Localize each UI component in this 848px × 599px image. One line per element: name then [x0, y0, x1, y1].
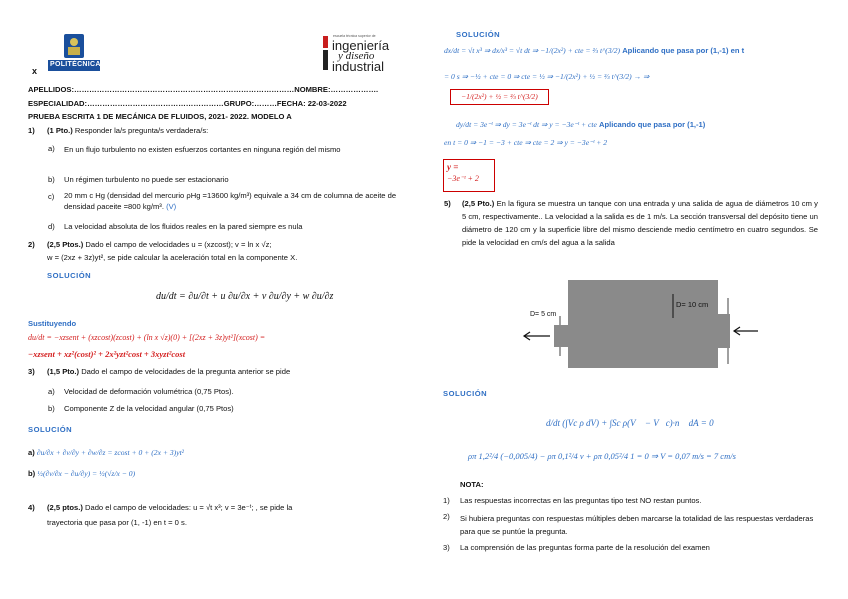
mark-x: x: [32, 66, 38, 76]
q4-sol-line4: en t = 0 ⇒ −1 = −3 + cte ⇒ cte = 2 ⇒ y = −3e⁻ᵗ + 2: [444, 138, 608, 147]
q1-c-letter: c): [48, 192, 55, 201]
q5-solucion: SOLUCIÓN: [443, 389, 488, 398]
q3-num: 3): [28, 367, 35, 376]
q1-a-letter: a): [48, 144, 55, 153]
upm-logo-icon: [46, 32, 102, 76]
q4-text2: trayectoria que pasa por (1, -1) en t = 0 s.: [47, 518, 187, 527]
q2-line1: [47, 240, 272, 250]
q3-b-text: Componente Z de la velocidad angular (0,75 Ptos): [64, 404, 234, 413]
q1-pts: (1 Pto.): [47, 126, 73, 135]
q3-sol-b-eq: ½(∂v/∂x − ∂u/∂y) = ½(√z/x − 0): [37, 469, 136, 478]
q5-eq1: d/dt (∫Vc ρ dV) + ∫Sc ρ(V⃗ − V⃗c)·n⃗ dA = 0: [546, 418, 714, 428]
q3-a-letter: a): [48, 387, 55, 396]
q2-pts: (2,5 Ptos.): [47, 240, 84, 249]
q4-sol-box2-l2: −3e⁻ᵗ + 2: [447, 174, 479, 183]
q4-sol-line1-tail: Aplicando que pasa por (1,-1) en t: [622, 46, 745, 55]
nota-1-num: 1): [443, 496, 450, 505]
q1-d-letter: d): [48, 222, 55, 231]
q4-sol-box1: −1/(2x²) + ½ = ⅔ t^(3/2): [450, 89, 549, 105]
q1-c-body: 20 mm c Hg (densidad del mercurio ρHg =13600 kg/m³) equivale a 34 cm de columna de aceite de densidad ρaceite =800 kg/m³.: [64, 191, 397, 211]
nota-3-num: 3): [443, 543, 450, 552]
q1-text: Responder la/s pregunta/s verdadera/s:: [74, 126, 209, 135]
q3-sol-a-eq: ∂u/∂x + ∂v/∂y + ∂w/∂z = zcost + 0 + (2x + 3)yt²: [36, 448, 184, 457]
q4-sol-line3: [456, 120, 705, 130]
q4-sol-line3-tail: Aplicando que pasa por (1,-1): [598, 120, 706, 129]
q4-num: 4): [28, 503, 35, 512]
q1-b-text: Un régimen turbulento no puede ser estacionario: [64, 175, 229, 184]
q1-d-text: La velocidad absoluta de los fluidos reales en la pared siempre es nula: [64, 222, 303, 231]
q2-text2: w = (2xz + 3z)yt², se pide calcular la aceleración total en la componente X.: [47, 253, 298, 262]
q1-a-text: En un flujo turbulento no existen esfuerzos cortantes en ninguna región del mismo: [64, 145, 341, 154]
q2-sub1: du/dt = −xzsent + (xzcost)(zcost) + (ln x √z)(0) + [(2xz + 3z)yt²](xcost) =: [28, 333, 266, 342]
q2-num: 2): [28, 240, 35, 249]
q5-text: En la figura se muestra un tanque con una entrada y una salida de agua de diámetros 10 cm y 5 cm, respectivamente.. La velocidad a la salida es de 1 m/s. La sección transversal del depósito tiene un diámetro de 120 cm y la superficie libre del mismo desciende medio centímetro en cuatro segundos. Se pide la velocidad en cm/s del agua a la salida: [462, 199, 818, 247]
etsidi-l1: ingeniería: [332, 38, 390, 53]
q5-label-d10: D= 10 cm: [676, 300, 709, 309]
q1-header: [47, 126, 208, 136]
q3-header: [47, 367, 290, 377]
etsidi-logo-icon: [322, 34, 330, 72]
q1-c-text: [64, 190, 409, 212]
q3-sol-b: [28, 469, 135, 479]
q4-sol-line1: [444, 46, 744, 56]
q2-sub2: −xzsent + xz²(cost)² + 2x²yzt²cost + 3xyzt²cost: [28, 349, 186, 359]
tank-inlet-pipe: [718, 314, 730, 348]
q1-num: 1): [28, 126, 35, 135]
q2-eq: du/dt = ∂u/∂t + u ∂u/∂x + v ∂u/∂y + w ∂u/∂z: [156, 291, 334, 302]
q2-text1: Dado el campo de velocidades u = (xzcost); v = ln x √z;: [85, 240, 272, 249]
tank-figure: [520, 280, 760, 380]
q1-b-letter: b): [48, 175, 55, 184]
nota-2-num: 2): [443, 512, 450, 521]
q3-pts: (1,5 Pto.): [47, 367, 80, 376]
prueba-title: PRUEBA ESCRITA 1 DE MECÁNICA DE FLUIDOS, 2021- 2022. MODELO A: [28, 112, 292, 121]
tank-outlet-pipe: [554, 325, 570, 347]
q3-sol-a: [28, 448, 184, 458]
q3-solucion: SOLUCIÓN: [28, 425, 73, 434]
etsidi-l2: y diseño: [338, 50, 375, 62]
q2-sustituyendo: Sustituyendo: [28, 319, 77, 328]
q5-label-d5: D= 5 cm: [530, 311, 557, 318]
q4-pts: (2,5 ptos.): [47, 503, 83, 512]
nota-title: NOTA:: [460, 480, 484, 489]
upm-logo-text: POLITÉCNICA: [50, 61, 101, 68]
especialidad-line[interactable]: ESPECIALIDAD:………………………………………………GRUPO:………FECHA: 22-03-2022: [28, 99, 347, 108]
etsidi-l3: industrial: [332, 59, 385, 74]
apellidos-line[interactable]: APELLIDOS:……………………………………………………………………………NOMBRE:……………….: [28, 85, 379, 94]
nota-1-text: Las respuestas incorrectas en las preguntas tipo test NO restan puntos.: [460, 496, 702, 505]
q5-eq2: ρπ 1,2²/4 (−0,005/4) − ρπ 0,1²/4 v + ρπ 0,05²/4 1 = 0 ⇒ V = 0,07 m/s = 7 cm/s: [468, 451, 736, 461]
tank-body: [568, 280, 718, 368]
q4-sol-line3-eq: dy/dt = 3e⁻ᵗ ⇒ dy = 3e⁻ᵗ dt ⇒ y = −3e⁻ᵗ + cte: [456, 120, 597, 129]
q4-solucion: SOLUCIÓN: [456, 30, 501, 39]
nota-3-text: La comprensión de las preguntas forma parte de la resolución del examen: [460, 543, 710, 552]
q4-line1: [47, 503, 292, 513]
q3-text: Dado el campo de velocidades de la pregunta anterior se pide: [81, 367, 291, 376]
q4-sol-line2: = 0 s ⇒ −½ + cte = 0 ⇒ cte = ½ ⇒ −1/(2x²) + ½ = ⅔ t^(3/2) → ⇒: [444, 72, 650, 81]
q4-sol-box2-l1: y =: [447, 162, 459, 172]
q2-solucion: SOLUCIÓN: [47, 271, 92, 280]
q5-num: 5): [444, 199, 451, 208]
q3-b-letter: b): [48, 404, 55, 413]
q3-a-text: Velocidad de deformación volumétrica (0,75 Ptos).: [64, 387, 234, 396]
q5-pts: (2,5 Pto.): [462, 199, 495, 208]
q4-sol-box2: [443, 159, 495, 192]
etsidi-small: escuela técnica superior de: [333, 34, 376, 38]
nota-2-text: Si hubiera preguntas con respuestas múltiples deben marcarse la totalidad de las respuestas verdaderas para que se puntúe la pregunta.: [460, 514, 814, 536]
q4-text1: Dado el campo de velocidades: u = √t x³; v = 3e⁻ᵗ; , se pide la: [85, 503, 293, 512]
q5-statement: [462, 197, 818, 249]
q3-sol-b-letter: b): [28, 469, 36, 478]
q4-sol-line1-eq: dx/dt = √t x³ ⇒ dx/x³ = √t dt ⇒ −1/(2x²) + cte = ⅔ t^(3/2): [444, 46, 621, 55]
q3-sol-a-letter: a): [28, 448, 35, 457]
q1-c-mark: (V): [166, 202, 177, 211]
